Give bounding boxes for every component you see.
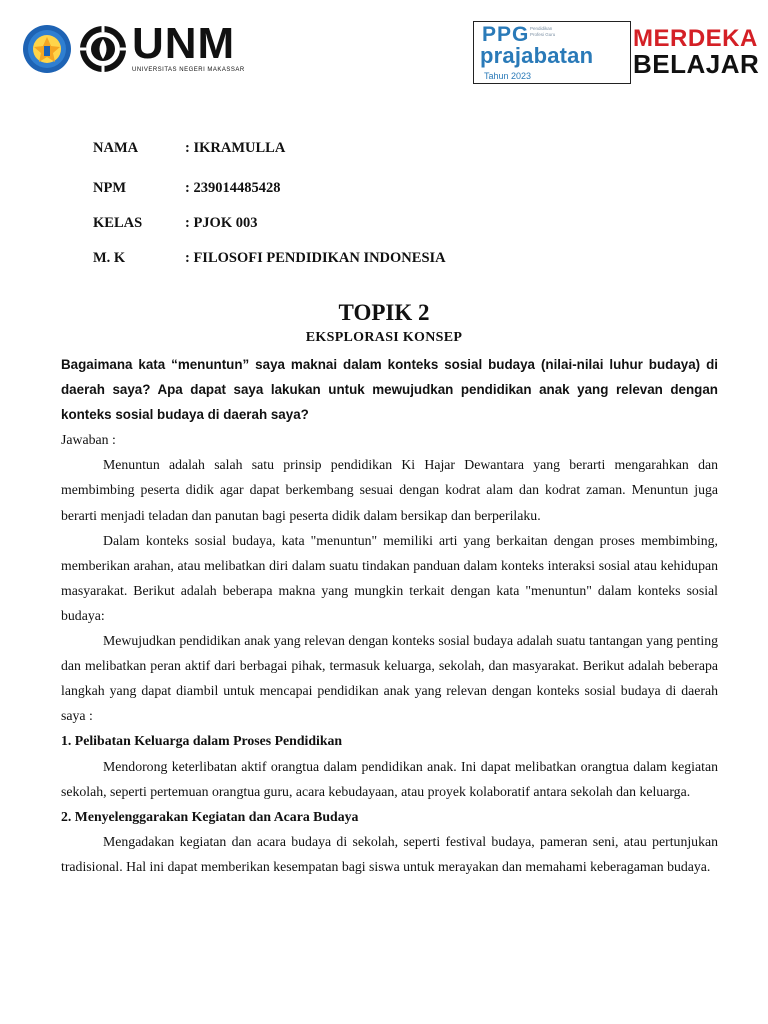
identity-value: : IKRAMULLA [185, 140, 286, 156]
section-heading: 2. Menyelenggarakan Kegiatan dan Acara Budaya [61, 808, 359, 824]
document-body [61, 352, 718, 879]
paragraph: Menuntun adalah salah satu prinsip pendidikan Ki Hajar Dewantara yang berarti mengarahkan dan membimbing peserta didik agar dapat berkembang sesuai dengan kodrat alam dan kodrat zaman. Menuntun juga berarti menjadi teladan dan panutan bagi peserta didik dalam bersikap dan berperilaku. [61, 457, 718, 523]
paragraph: Dalam konteks sosial budaya, kata "menuntun" memiliki arti yang berkaitan dengan proses membimbing, memberikan arahan, atau melibatkan diri dalam suatu tindakan panduan dalam konteks interaksi sosial atau kehidupan masyarakat. Berikut adalah beberapa makna yang mungkin terkait dengan kata "menuntun" dalam konteks sosial budaya: [61, 532, 718, 623]
section-heading: 1. Pelibatan Keluarga dalam Proses Pendidikan [61, 733, 343, 749]
identity-value: : 239014485428 [185, 180, 281, 196]
tahun-label: Tahun 2023 [484, 71, 532, 81]
section-body: Mendorong keterlibatan aktif orangtua dalam pendidikan anak. Ini dapat melibatkan orangtua dalam kegiatan sekolah, seperti pertemuan orangtua guru, acara kebudayaan, atau proyek kolaboratif antara sekolah dan keluarga. [61, 758, 718, 799]
unm-subtitle: UNIVERSITAS NEGERI MAKASSAR [132, 67, 245, 73]
identity-value: : PJOK 003 [185, 215, 258, 231]
identity-label: KELAS [93, 215, 143, 231]
page-subtitle: EKSPLORASI KONSEP [305, 330, 463, 345]
merdeka-label: MERDEKA [633, 25, 758, 52]
identity-label: NAMA [93, 140, 139, 156]
unm-logo-text: UNM [132, 19, 236, 68]
identity-label: NPM [93, 180, 127, 196]
ppg-sub-label: Pendidikan Profesi Guru [530, 26, 556, 37]
identity-value: : FILOSOFI PENDIDIKAN INDONESIA [185, 250, 446, 266]
question-text: Bagaimana kata “menuntun” saya maknai dalam konteks sosial budaya (nilai-nilai luhur budaya) di daerah saya? Apa dapat saya lakukan untuk mewujudkan pendidikan anak yang relevan dengan konteks sosial budaya di daerah saya? [61, 357, 718, 423]
belajar-label: BELAJAR [633, 49, 760, 79]
prajabatan-label: prajabatan [480, 43, 594, 68]
section-body: Mengadakan kegiatan dan acara budaya di sekolah, seperti festival budaya, pameran seni, atau pertunjukan tradisional. Hal ini dapat memberikan kesempatan bagi siswa untuk merayakan dan memahami keberagaman budaya. [61, 833, 718, 874]
kemdikbud-logo-icon [22, 24, 72, 74]
unm-emblem-icon [78, 24, 128, 74]
answer-label: Jawaban : [61, 432, 116, 448]
identity-label: M. K [93, 250, 126, 266]
unm-logo [132, 19, 245, 73]
ppg-prajabatan-badge [473, 21, 631, 84]
paragraph: Mewujudkan pendidikan anak yang relevan dengan konteks sosial budaya adalah suatu tantangan yang penting dan melibatkan peran aktif dari berbagai pihak, termasuk keluarga, sekolah, dan masyarakat. Berikut adalah beberapa langkah yang dapat diambil untuk mencapai pendidikan anak yang relevan dengan konteks sosial budaya di daerah saya : [61, 633, 718, 724]
page-title: TOPIK 2 [338, 300, 430, 325]
ppg-label: PPG [482, 23, 530, 46]
